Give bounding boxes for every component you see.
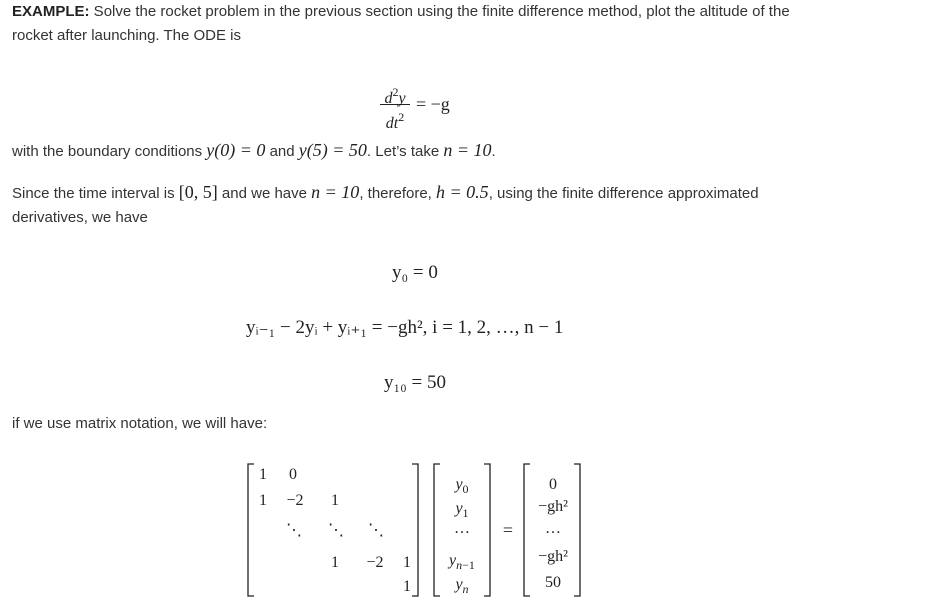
matrix-a-dots-2: ⋱ xyxy=(328,522,344,539)
boundary-text-1: with the boundary conditions xyxy=(12,143,207,160)
matrix-a-r4c2: −2 xyxy=(366,554,384,571)
intro-paragraph xyxy=(12,0,812,48)
ode-fraction xyxy=(380,82,410,132)
y-vector-dots: … xyxy=(454,520,470,537)
intro-text: Solve the rocket problem in the previous section using the finite difference method, plot the altitude of the rocket after launching. The ODE is xyxy=(12,3,790,44)
ode-rhs: = −g xyxy=(416,94,450,114)
matrix-equals: = xyxy=(502,520,514,540)
ode-denominator: $dt^2$ xyxy=(385,110,405,132)
equation-y0: y₀ = 0 xyxy=(392,262,438,283)
example-label: EXAMPLE: xyxy=(12,3,90,20)
y-vector-0: $y_0$ xyxy=(455,476,469,496)
matrix-a-r4c3: 1 xyxy=(403,554,411,571)
interval-math-3: h = 0.5 xyxy=(436,182,489,202)
boundary-math-2: y(5) = 50 xyxy=(298,140,367,160)
equation-recurrence: yᵢ₋₁ − 2yᵢ + yᵢ₊₁ = −gh², i = 1, 2, …, n − 1 xyxy=(246,317,564,338)
interval-math-1: [0, 5] xyxy=(178,182,218,202)
equation-y10: y₁₀ = 50 xyxy=(384,372,446,393)
boundary-text-3: . Let’s take xyxy=(366,143,444,160)
y-vector-n: $y_n$ xyxy=(455,576,469,596)
b-vector-n-1: −gh² xyxy=(538,548,568,565)
matrix-a-r2c1: 1 xyxy=(259,492,267,509)
y-vector-1: $y_1$ xyxy=(455,500,469,520)
interval-math-2: n = 10 xyxy=(311,182,360,202)
matrix-a-r2c2: −2 xyxy=(286,492,304,509)
matrix-a-r1c2: 0 xyxy=(289,466,297,483)
matrix-intro-text: if we use matrix notation, we will have: xyxy=(12,415,268,432)
boundary-text-4: . xyxy=(491,143,496,160)
matrix-a-r4c1: 1 xyxy=(331,554,339,571)
matrix-a-dots-3: ⋱ xyxy=(368,522,384,539)
matrix-a-r1c1: 1 xyxy=(259,466,267,483)
interval-text-1: Since the time interval is xyxy=(12,185,179,202)
boundary-text-2: and xyxy=(265,143,299,160)
matrix-a-dots-1: ⋱ xyxy=(286,522,302,539)
matrix-a-r2c3: 1 xyxy=(331,492,339,509)
b-vector-0: 0 xyxy=(549,476,557,493)
b-vector-n: 50 xyxy=(545,574,561,591)
y-vector-n-1: $y_{n-1}$ xyxy=(449,552,475,572)
interval-paragraph xyxy=(12,180,772,230)
b-vector-1: −gh² xyxy=(538,498,568,515)
boundary-math-3: n = 10 xyxy=(443,140,492,160)
boundary-math-1: y(0) = 0 xyxy=(206,140,266,160)
ode-numerator: $d^2y$ xyxy=(384,85,406,107)
matrix-a-r5c1: 1 xyxy=(403,578,411,595)
b-vector-dots: … xyxy=(545,520,561,537)
interval-text-4: , using the finite difference approximated derivatives, we have xyxy=(12,185,759,226)
boundary-paragraph xyxy=(12,138,812,164)
interval-text-2: and we have xyxy=(217,185,312,202)
interval-text-3: , therefore, xyxy=(359,185,437,202)
